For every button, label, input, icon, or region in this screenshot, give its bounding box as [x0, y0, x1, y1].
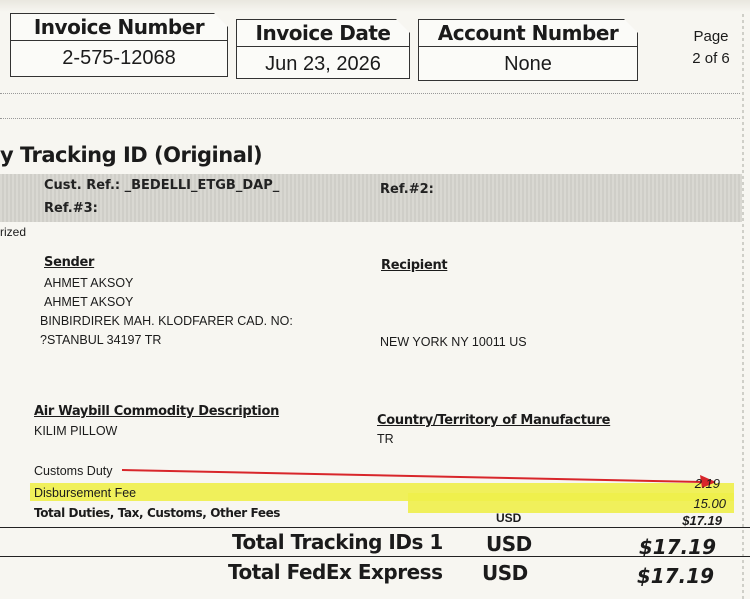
sender-line-2: AHMET AKSOY: [44, 295, 134, 309]
commodity-heading: Air Waybill Commodity Description: [34, 404, 280, 419]
reference-2: Ref.#2:: [380, 182, 434, 197]
account-number-label: Account Number: [419, 20, 637, 47]
total-duties-currency: USD: [496, 511, 522, 525]
commodity-value: KILIM PILLOW: [34, 424, 118, 438]
perforation-right: [742, 14, 744, 599]
page-label: Page: [693, 28, 729, 45]
invoice-date-value: Jun 23, 2026: [265, 53, 381, 75]
invoice-date-label: Invoice Date: [237, 20, 409, 47]
red-arrow-annotation: [120, 466, 720, 488]
country-heading: Country/Territory of Manufacture: [377, 413, 611, 428]
total-duties-label: Total Duties, Tax, Customs, Other Fees: [34, 506, 281, 520]
customer-reference: Cust. Ref.: _BEDELLI_ETGB_DAP_: [44, 178, 280, 193]
total-fedex-label: Total FedEx Express: [228, 560, 443, 584]
section-title: y Tracking ID (Original): [0, 143, 263, 167]
invoice-number-value: 2-575-12068: [62, 47, 176, 69]
customs-duty-amount: 2.19: [694, 476, 720, 491]
dotted-divider: [0, 118, 740, 119]
total-divider: [0, 527, 750, 528]
total-fedex-amount: $17.19: [636, 564, 714, 588]
total-fedex-currency: USD: [482, 561, 528, 585]
sender-heading: Sender: [44, 255, 95, 270]
reference-3: Ref.#3:: [44, 201, 98, 216]
disbursement-fee-amount: 15.00: [693, 496, 726, 511]
sender-line-3: BINBIRDIREK MAH. KLODFARER CAD. NO:: [40, 314, 293, 328]
total-duties-amount: $17.19: [682, 513, 722, 528]
invoice-number-box: [10, 13, 228, 77]
sender-line-1: AHMET AKSOY: [44, 276, 134, 290]
total-tracking-ids-label: Total Tracking IDs 1: [232, 530, 443, 554]
disbursement-fee-label: Disbursement Fee: [34, 486, 137, 500]
page-number: 2 of 6: [692, 50, 730, 67]
account-number-value: None: [504, 53, 552, 75]
invoice-date-box: [236, 19, 410, 79]
total-tracking-amount: $17.19: [638, 535, 716, 559]
dotted-divider: [0, 93, 740, 94]
total-divider: [0, 556, 750, 557]
recipient-heading: Recipient: [381, 258, 448, 273]
reference-band: [0, 174, 742, 222]
cropped-text-fragment: rized: [0, 225, 27, 239]
paper-top-edge: [0, 0, 750, 12]
invoice-number-label: Invoice Number: [11, 14, 227, 41]
recipient-line-1: NEW YORK NY 10011 US: [380, 335, 527, 349]
account-number-box: [418, 19, 638, 81]
customs-duty-label: Customs Duty: [34, 464, 113, 478]
total-tracking-currency: USD: [486, 532, 532, 556]
sender-line-4: ?STANBUL 34197 TR: [40, 333, 162, 347]
country-value: TR: [377, 432, 394, 446]
